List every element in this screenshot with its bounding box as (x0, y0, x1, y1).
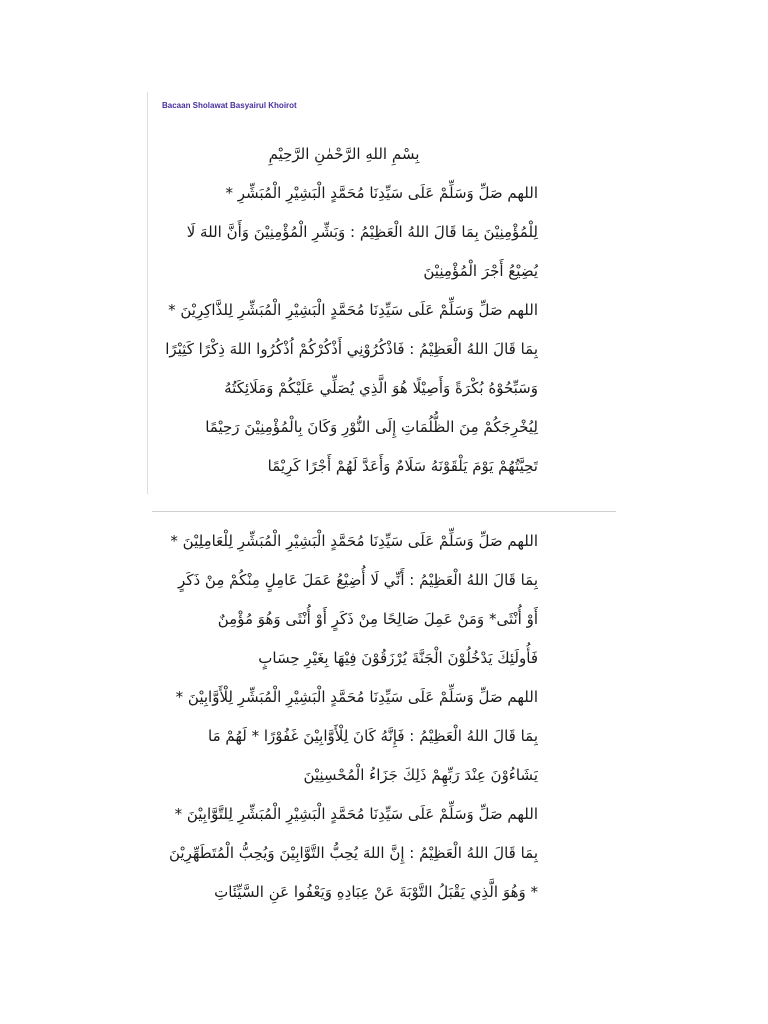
sholawat-section-1 (150, 135, 538, 486)
text-line: فَأُولَئِكَ يَدْخُلُوْنَ الْجَنَّةَ يُرْزَقُوْنَ فِيْهَا بِغَيْرِ حِسَابٍ (258, 649, 538, 667)
text-line: اللهم صَلِّ وَسَلِّمْ عَلَى سَيِّدِنَا مُحَمَّدٍ الْبَشِيْرِ الْمُبَشِّرِ لِلتَّوَّابِيْنَ * (174, 805, 538, 823)
text-line: أَوْ أُنْثَى* وَمَنْ عَمِلَ صَالِحًا مِنْ ذَكَرٍ أَوْ أُنْثَى وَهُوَ مُؤْمِنٌ (217, 610, 538, 628)
text-line: بِمَا قَالَ اللهُ الْعَظِيْمُ : أَنِّي لَا أُضِيْعُ عَمَلَ عَامِلٍ مِنْكُمْ مِنْ ذَكَرٍ (178, 571, 538, 589)
text-line: * وَهُوَ الَّذِي يَقْبَلُ التَّوْبَةَ عَنْ عِبَادِهِ وَيَعْفُوا عَنِ السَّيِّئَاتِ (214, 883, 538, 901)
text-line: اللهم صَلِّ وَسَلِّمْ عَلَى سَيِّدِنَا مُحَمَّدٍ الْبَشِيْرِ الْمُبَشِّرِ لِلذَّاكِرِيْنَ * (168, 301, 538, 319)
basmalah-line: بِسْمِ اللهِ الرَّحْمٰنِ الرَّحِيْمِ (268, 145, 420, 163)
text-line: بِمَا قَالَ اللهُ الْعَظِيْمُ : إِنَّ اللهَ يُحِبُّ التَّوَّابِيْنَ وَيُحِبُّ الْمُتَطَهِّرِيْنَ (169, 844, 538, 862)
text-line: لِيُخْرِجَكُمْ مِنَ الظُّلُمَاتِ إِلَى النُّوْرِ وَكَانَ بِالْمُؤْمِنِيْنَ رَحِيْمًا (205, 418, 538, 436)
document-title: Bacaan Sholawat Basyairul Khoirot (162, 101, 297, 110)
text-line: لِلْمُؤْمِنِيْنَ بِمَا قَالَ اللهُ الْعَظِيْمُ : وَبَشِّرِ الْمُؤْمِنِيْنَ وَأَنَّ اللهَ لَا (186, 223, 538, 241)
text-line: يُضِيْعُ أَجْرَ الْمُؤْمِنِيْنَ (423, 262, 538, 280)
text-line: وَسَبِّحُوْهُ بُكْرَةً وَأَصِيْلًا هُوَ الَّذِي يُصَلِّي عَلَيْكُمْ وَمَلَائِكَتُهُ (224, 379, 538, 397)
text-line: تَحِيَّتُهُمْ يَوْمَ يَلْقَوْنَهُ سَلَامٌ وَأَعَدَّ لَهُمْ أَجْرًا كَرِيْمًا (267, 457, 538, 475)
text-line: يَشَاءُوْنَ عِنْدَ رَبِّهِمْ ذَلِكَ جَزَاءُ الْمُحْسِنِيْنَ (303, 766, 538, 784)
text-line: بِمَا قَالَ اللهُ الْعَظِيْمُ : فَإِنَّهُ كَانَ لِلْأَوَّابِيْنَ غَفُوْرًا * لَهُمْ مَا (208, 727, 538, 745)
left-margin-rule (147, 92, 148, 494)
text-line: اللهم صَلِّ وَسَلِّمْ عَلَى سَيِّدِنَا مُحَمَّدٍ الْبَشِيْرِ الْمُبَشِّرِ * (225, 184, 538, 202)
text-line: بِمَا قَالَ اللهُ الْعَظِيْمُ : فَاذْكُرُوْنِي أَذْكُرْكُمْ اُذْكُرُوا اللهَ ذِكْرًا كَثِيْرًا (165, 340, 538, 358)
section-divider (152, 511, 616, 512)
sholawat-section-2 (150, 522, 538, 912)
text-line: اللهم صَلِّ وَسَلِّمْ عَلَى سَيِّدِنَا مُحَمَّدٍ الْبَشِيْرِ الْمُبَشِّرِ لِلْأَوَّابِيْنَ * (175, 688, 538, 706)
text-line: اللهم صَلِّ وَسَلِّمْ عَلَى سَيِّدِنَا مُحَمَّدٍ الْبَشِيْرِ الْمُبَشِّرِ لِلْعَامِلِيْنَ * (170, 532, 538, 550)
